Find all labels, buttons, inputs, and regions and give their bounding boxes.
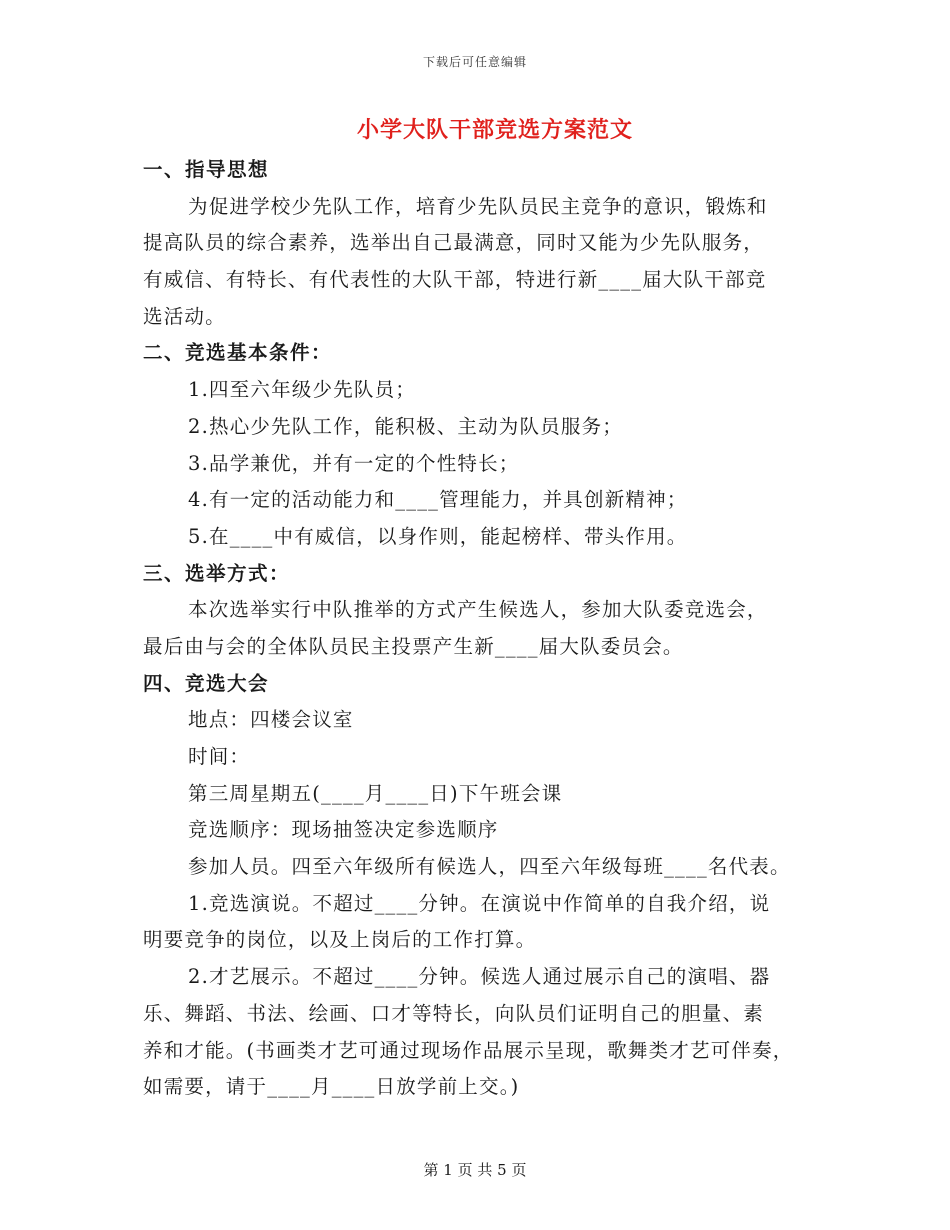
paragraph-line: 提高队员的综合素养，选举出自己最满意，同时又能为少先队服务， — [143, 231, 765, 255]
paragraph-line: 有威信、有特长、有代表性的大队干部，特进行新____届大队干部竞 — [143, 268, 767, 292]
paragraph-line: 乐、舞蹈、书法、绘画、口才等特长，向队员们证明自己的胆量、素 — [143, 1001, 765, 1025]
page-footer: 第 1 页 共 5 页 — [423, 1161, 527, 1179]
paragraph-line: 参加人员。四至六年级所有候选人，四至六年级每班____名代表。 — [188, 855, 791, 879]
list-item: 5.在____中有威信，以身作则，能起榜样、带头作用。 — [188, 524, 688, 548]
paragraph-line: 如需要，请于____月____日放学前上交。) — [143, 1075, 520, 1099]
paragraph-line: 竞选顺序：现场抽签决定参选顺序 — [188, 818, 499, 842]
section-heading-basic-conditions: 二、竞选基本条件： — [143, 341, 333, 365]
paragraph-line: 选活动。 — [143, 304, 226, 328]
section-heading-election-meeting: 四、竞选大会 — [143, 671, 270, 695]
paragraph-line: 地点：四楼会议室 — [188, 708, 354, 732]
paragraph-line: 为促进学校少先队工作，培育少先队员民主竞争的意识，锻炼和 — [188, 194, 768, 218]
paragraph-line: 时间： — [188, 745, 251, 768]
document-body — [143, 152, 815, 1106]
list-item: 2.才艺展示。不超过____分钟。候选人通过展示自己的演唱、器 — [188, 965, 771, 989]
list-item: 2.热心少先队工作，能积极、主动为队员服务； — [188, 414, 624, 438]
paragraph-line: 养和才能。(书画类才艺可通过现场作品展示呈现，歌舞类才艺可伴奏， — [143, 1038, 794, 1062]
section-heading-election-method: 三、选举方式： — [143, 561, 291, 585]
list-item: 4.有一定的活动能力和____管理能力，并具创新精神； — [188, 488, 688, 512]
paragraph-line: 本次选举实行中队推举的方式产生候选人，参加大队委竞选会， — [188, 598, 768, 622]
list-item: 1.竞选演说。不超过____分钟。在演说中作简单的自我介绍，说 — [188, 891, 771, 915]
section-heading-guiding-ideology: 一、指导思想 — [143, 158, 270, 181]
header-note: 下载后可任意编辑 — [422, 55, 527, 69]
paragraph-line: 最后由与会的全体队员民主投票产生新____届大队委员会。 — [143, 634, 684, 658]
list-item: 3.品学兼优，并有一定的个性特长； — [188, 451, 520, 475]
paragraph-line: 明要竞争的岗位，以及上岗后的工作打算。 — [143, 928, 537, 952]
paragraph-line: 第三周星期五(____月____日)下午班会课 — [188, 781, 563, 805]
list-item: 1.四至六年级少先队员； — [188, 378, 417, 402]
document-title: 小学大队干部竞选方案范文 — [356, 117, 633, 143]
